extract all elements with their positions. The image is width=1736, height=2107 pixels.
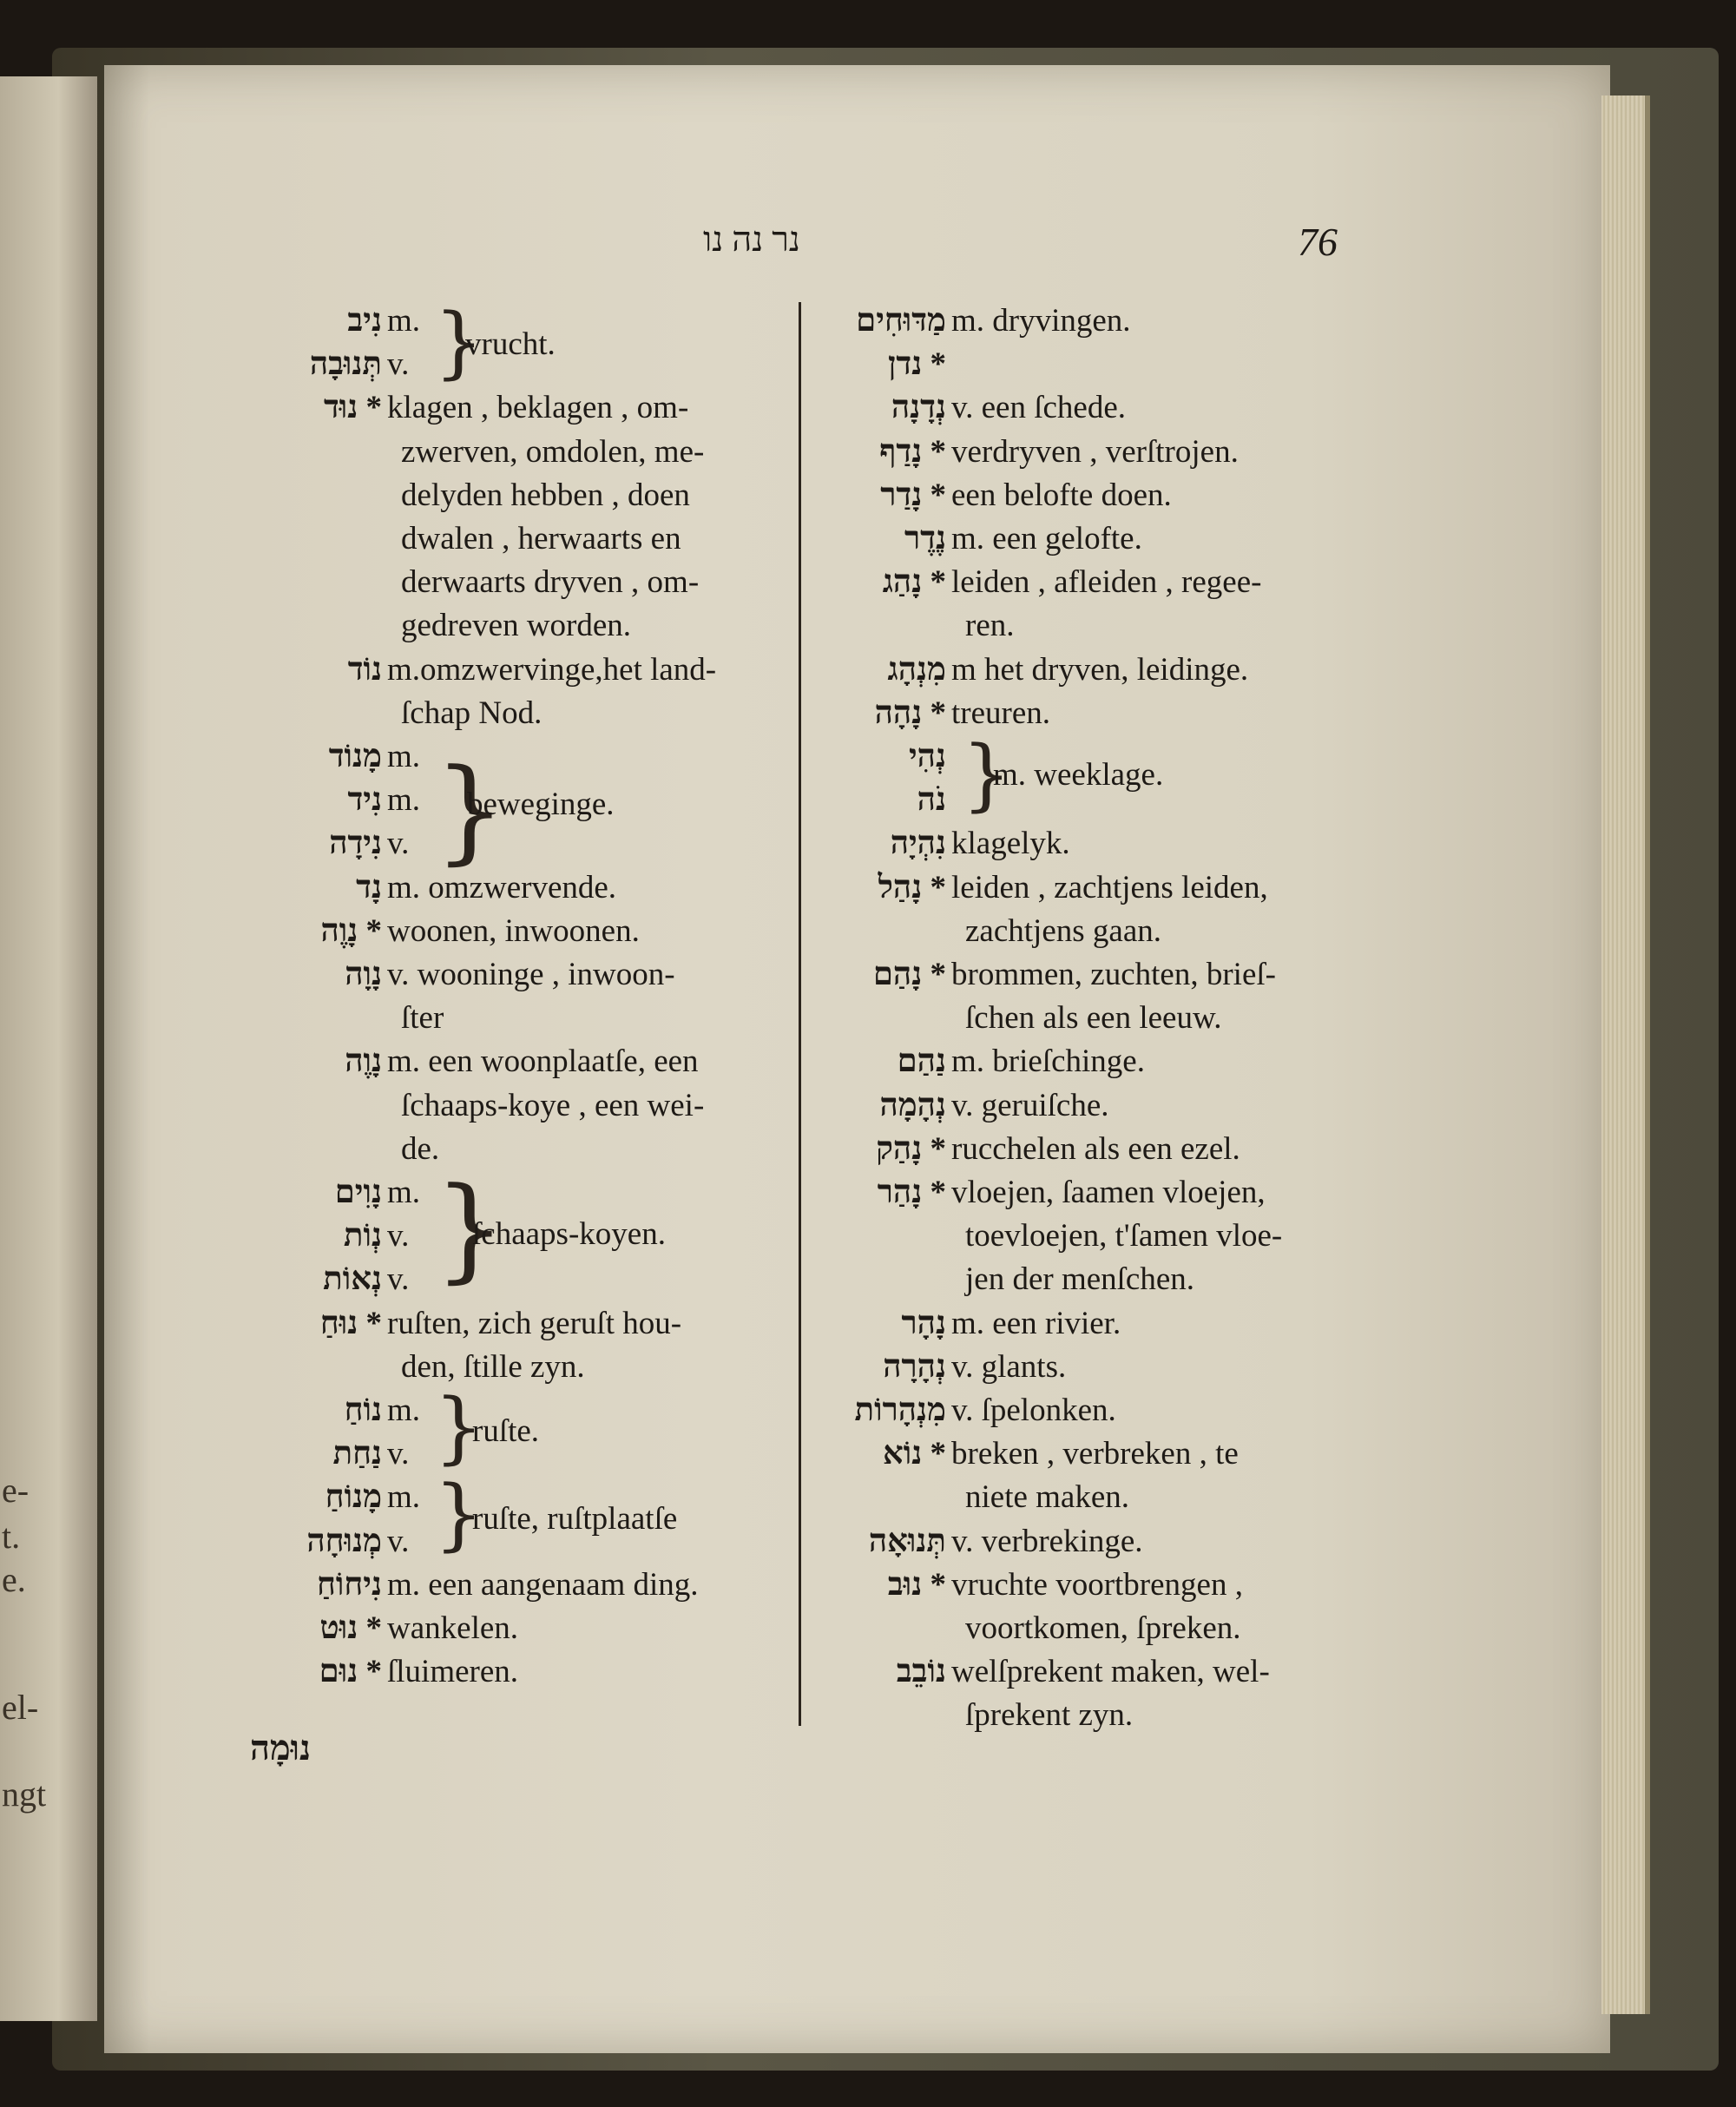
- headword-text: מָנוֹד: [328, 739, 382, 774]
- definition-continuation: toevloejen, t'ſamen vloe-: [965, 1218, 1283, 1254]
- headword: [156, 1389, 382, 1432]
- definition-continuation: ſter: [401, 1000, 444, 1037]
- headword-text: נָוֶה: [345, 1044, 382, 1080]
- headword-text: נֶדֶר: [904, 521, 946, 556]
- headword-text: מִנְהָג: [887, 651, 946, 688]
- definition-continuation: ren.: [965, 608, 1015, 644]
- headword: [156, 1607, 382, 1650]
- headword: [720, 1040, 946, 1083]
- headword-text: נְדָנָה: [891, 390, 946, 426]
- headword: [720, 692, 946, 735]
- grouping-brace: }: [434, 1382, 484, 1473]
- headword: [156, 649, 382, 692]
- headword-text: * נוֹא: [882, 1436, 946, 1472]
- definition: ruſten, zich geruſt hou-: [387, 1305, 682, 1341]
- definition: verdryven , verſtrojen.: [951, 433, 1239, 470]
- headword-text: מִנְהָרוֹת: [854, 1393, 946, 1428]
- headword: [156, 1258, 382, 1301]
- margin-fragment: t.: [2, 1517, 21, 1556]
- definition: v.: [387, 1218, 410, 1254]
- header-hebrew: נר נה נו: [703, 220, 800, 259]
- headword: [156, 910, 382, 953]
- headword: [720, 649, 946, 692]
- headword-text: * נָדַר: [880, 477, 946, 513]
- definition: v. ſpelonken.: [951, 1393, 1116, 1428]
- grouping-brace: }: [434, 1162, 506, 1294]
- headword-text: * נָהַר: [877, 1175, 946, 1210]
- definition: v. een ſchede.: [951, 390, 1126, 426]
- headword: [720, 474, 946, 517]
- headword-text: נְהִי: [908, 739, 946, 774]
- definition-continuation: de.: [401, 1130, 440, 1167]
- headword-text: * נוּב: [887, 1566, 946, 1603]
- definition-continuation: delyden hebben , doen: [401, 477, 690, 513]
- headword: [720, 561, 946, 604]
- headword-text: תְּנוּבָה: [309, 346, 382, 383]
- brace-label: beweginge.: [467, 787, 615, 822]
- definition: klagelyk.: [951, 826, 1070, 862]
- definition: v.: [387, 1261, 410, 1298]
- definition: m. een woonplaatſe, een: [387, 1044, 699, 1080]
- definition: klagen , beklagen , om-: [387, 390, 689, 426]
- definition: m het dryven, leidinge.: [951, 651, 1249, 688]
- headword-text: מְנוּחָה: [306, 1523, 382, 1559]
- page-edges: [1601, 95, 1650, 2014]
- headword: [156, 300, 382, 343]
- headword-text: נָוִים: [334, 1175, 382, 1210]
- headword-text: נְאוֹת: [323, 1261, 382, 1298]
- definition-continuation: ſprekent zyn.: [965, 1697, 1134, 1734]
- catchword: נוּמָה: [250, 1728, 311, 1768]
- brace-label: ruſte.: [472, 1413, 540, 1449]
- headword-text: * נדן: [887, 346, 946, 383]
- definition-continuation: ſchen als een leeuw.: [965, 1000, 1222, 1037]
- headword-text: נַחַת: [332, 1436, 382, 1472]
- headword-text: * נָדַף: [879, 433, 946, 470]
- headword: [156, 1432, 382, 1476]
- definition-continuation: ſchaaps-koye , een wei-: [401, 1087, 705, 1123]
- headword: [156, 1215, 382, 1258]
- definition: woonen, inwoonen.: [387, 912, 640, 949]
- headword: [156, 779, 382, 822]
- headword: [156, 1040, 382, 1083]
- definition: v. geruiſche.: [951, 1087, 1109, 1123]
- headword: [156, 1302, 382, 1346]
- definition: v.: [387, 346, 410, 383]
- headword: [720, 386, 946, 430]
- margin-fragment: el-: [2, 1688, 39, 1727]
- definition: v. wooninge , inwoon-: [387, 957, 675, 992]
- definition: m. een rivier.: [951, 1305, 1121, 1341]
- definition: m.: [387, 739, 421, 774]
- definition: v.: [387, 826, 410, 862]
- headword-text: נוֹד: [347, 651, 382, 688]
- headword: [720, 1128, 946, 1171]
- definition-continuation: derwaarts dryven , om-: [401, 564, 700, 601]
- headword-text: * נוּם: [319, 1654, 382, 1690]
- definition-continuation: gedreven worden.: [401, 608, 632, 644]
- definition: welſprekent maken, wel-: [951, 1654, 1270, 1690]
- definition: m.: [387, 1393, 421, 1428]
- headword: [720, 300, 946, 343]
- headword: [156, 1520, 382, 1564]
- brace-label: ſchaaps-koyen.: [472, 1216, 666, 1252]
- definition: m.omzwervinge,het land-: [387, 651, 717, 688]
- headword-text: נִידָה: [329, 826, 382, 862]
- definition: leiden , afleiden , regee-: [951, 564, 1262, 601]
- headword: [156, 735, 382, 779]
- headword: [720, 1432, 946, 1476]
- headword: [156, 953, 382, 997]
- headword-text: * נוּט: [319, 1610, 382, 1646]
- headword: [720, 866, 946, 910]
- grouping-brace: }: [434, 297, 484, 388]
- definition-continuation: jen der menſchen.: [965, 1261, 1195, 1298]
- headword-text: נִיב: [347, 303, 382, 339]
- headword: [720, 1650, 946, 1694]
- definition: m. brieſchinge.: [951, 1044, 1145, 1080]
- definition: rucchelen als een ezel.: [951, 1130, 1240, 1167]
- headword: [720, 1084, 946, 1128]
- headword-text: נָוָה: [345, 957, 382, 992]
- headword-text: נָד: [356, 869, 382, 905]
- headword-text: נִהְיָה: [890, 826, 946, 862]
- page-number: 76: [1298, 220, 1338, 264]
- headword: [720, 1346, 946, 1389]
- headword-text: תְּנוּאָה: [868, 1523, 946, 1559]
- headword-text: מַדּוּחִים: [856, 303, 946, 339]
- definition: v.: [387, 1523, 410, 1559]
- headword: [720, 953, 946, 997]
- headword-text: * נָהַק: [876, 1130, 946, 1167]
- definition: v. verbrekinge.: [951, 1523, 1143, 1559]
- headword: [156, 1564, 382, 1607]
- brace-label: vrucht.: [465, 326, 556, 362]
- headword-text: נַהַם: [897, 1044, 946, 1080]
- definition: m. omzwervende.: [387, 869, 617, 905]
- definition: treuren.: [951, 695, 1051, 731]
- headword: [720, 1564, 946, 1607]
- definition: m. dryvingen.: [951, 303, 1131, 339]
- definition: m.: [387, 303, 421, 339]
- definition: breken , verbreken , te: [951, 1436, 1239, 1472]
- definition: leiden , zachtjens leiden,: [951, 869, 1268, 905]
- margin-fragment: e.: [2, 1560, 26, 1599]
- headword-text: נֹה: [917, 782, 946, 819]
- running-header: [0, 219, 1736, 271]
- definition: v.: [387, 1436, 410, 1472]
- headword-text: נִיד: [347, 782, 382, 819]
- headword-text: נִיחוֹחַ: [317, 1566, 382, 1603]
- left-page-edge: [0, 76, 97, 2021]
- definition-continuation: zachtjens gaan.: [965, 912, 1161, 949]
- definition: een belofte doen.: [951, 477, 1172, 513]
- headword: [156, 822, 382, 866]
- headword-text: נוֹבֵב: [896, 1654, 946, 1690]
- headword: [720, 735, 946, 779]
- headword: [156, 1476, 382, 1519]
- grouping-brace: }: [434, 1469, 484, 1560]
- headword: [156, 1171, 382, 1215]
- headword: [720, 1520, 946, 1564]
- headword: [156, 343, 382, 386]
- definition: ſluimeren.: [387, 1654, 519, 1690]
- definition: m.: [387, 1175, 421, 1210]
- headword: [720, 1389, 946, 1432]
- definition: brommen, zuchten, brieſ-: [951, 957, 1276, 992]
- definition: m.: [387, 1479, 421, 1516]
- headword: [156, 1650, 382, 1694]
- margin-fragment: e-: [2, 1471, 30, 1510]
- headword: [720, 779, 946, 822]
- headword-text: מָנוֹחַ: [325, 1479, 382, 1516]
- headword-text: נְהָרָה: [883, 1348, 946, 1385]
- headword-text: * נָהָה: [874, 695, 946, 731]
- headword-text: נְוֹת: [343, 1218, 382, 1254]
- grouping-brace: }: [434, 744, 506, 876]
- definition: vloejen, ſaamen vloejen,: [951, 1175, 1266, 1210]
- headword-text: * נָהַג: [882, 564, 946, 601]
- headword-text: * נוּד: [323, 390, 382, 426]
- headword: [720, 822, 946, 866]
- headword-text: נוֹחַ: [344, 1393, 382, 1428]
- headword: [720, 517, 946, 561]
- headword: [156, 386, 382, 430]
- headword: [156, 866, 382, 910]
- definition-continuation: ſchap Nod.: [401, 695, 542, 731]
- headword: [720, 1302, 946, 1346]
- definition: v. glants.: [951, 1348, 1067, 1385]
- margin-fragment: ngt: [2, 1774, 47, 1814]
- headword-text: * נוּחַ: [319, 1305, 382, 1341]
- definition: vruchte voortbrengen ,: [951, 1566, 1243, 1603]
- definition: m.: [387, 782, 421, 819]
- definition-continuation: voortkomen, ſpreken.: [965, 1610, 1241, 1646]
- brace-label: ruſte, ruſtplaatſe: [472, 1501, 678, 1537]
- grouping-brace: }: [962, 729, 1012, 820]
- headword-text: נְהָמָה: [879, 1087, 946, 1123]
- definition: wankelen.: [387, 1610, 519, 1646]
- definition-continuation: niete maken.: [965, 1479, 1130, 1516]
- definition-continuation: zwerven, omdolen, me-: [401, 433, 705, 470]
- definition: m. een gelofte.: [951, 521, 1142, 556]
- definition-continuation: den, ſtille zyn.: [401, 1348, 585, 1385]
- headword-text: נָהָר: [901, 1305, 946, 1341]
- headword: [720, 431, 946, 474]
- headword-text: * נָהַל: [878, 869, 946, 905]
- brace-label: m. weeklage.: [993, 757, 1164, 793]
- definition-continuation: dwalen , herwaarts en: [401, 521, 681, 556]
- definition: m. een aangenaam ding.: [387, 1566, 699, 1603]
- headword-text: * נָהַם: [872, 957, 946, 992]
- headword: [720, 1171, 946, 1215]
- headword-text: * נָוֶה: [320, 912, 382, 949]
- headword: [720, 343, 946, 386]
